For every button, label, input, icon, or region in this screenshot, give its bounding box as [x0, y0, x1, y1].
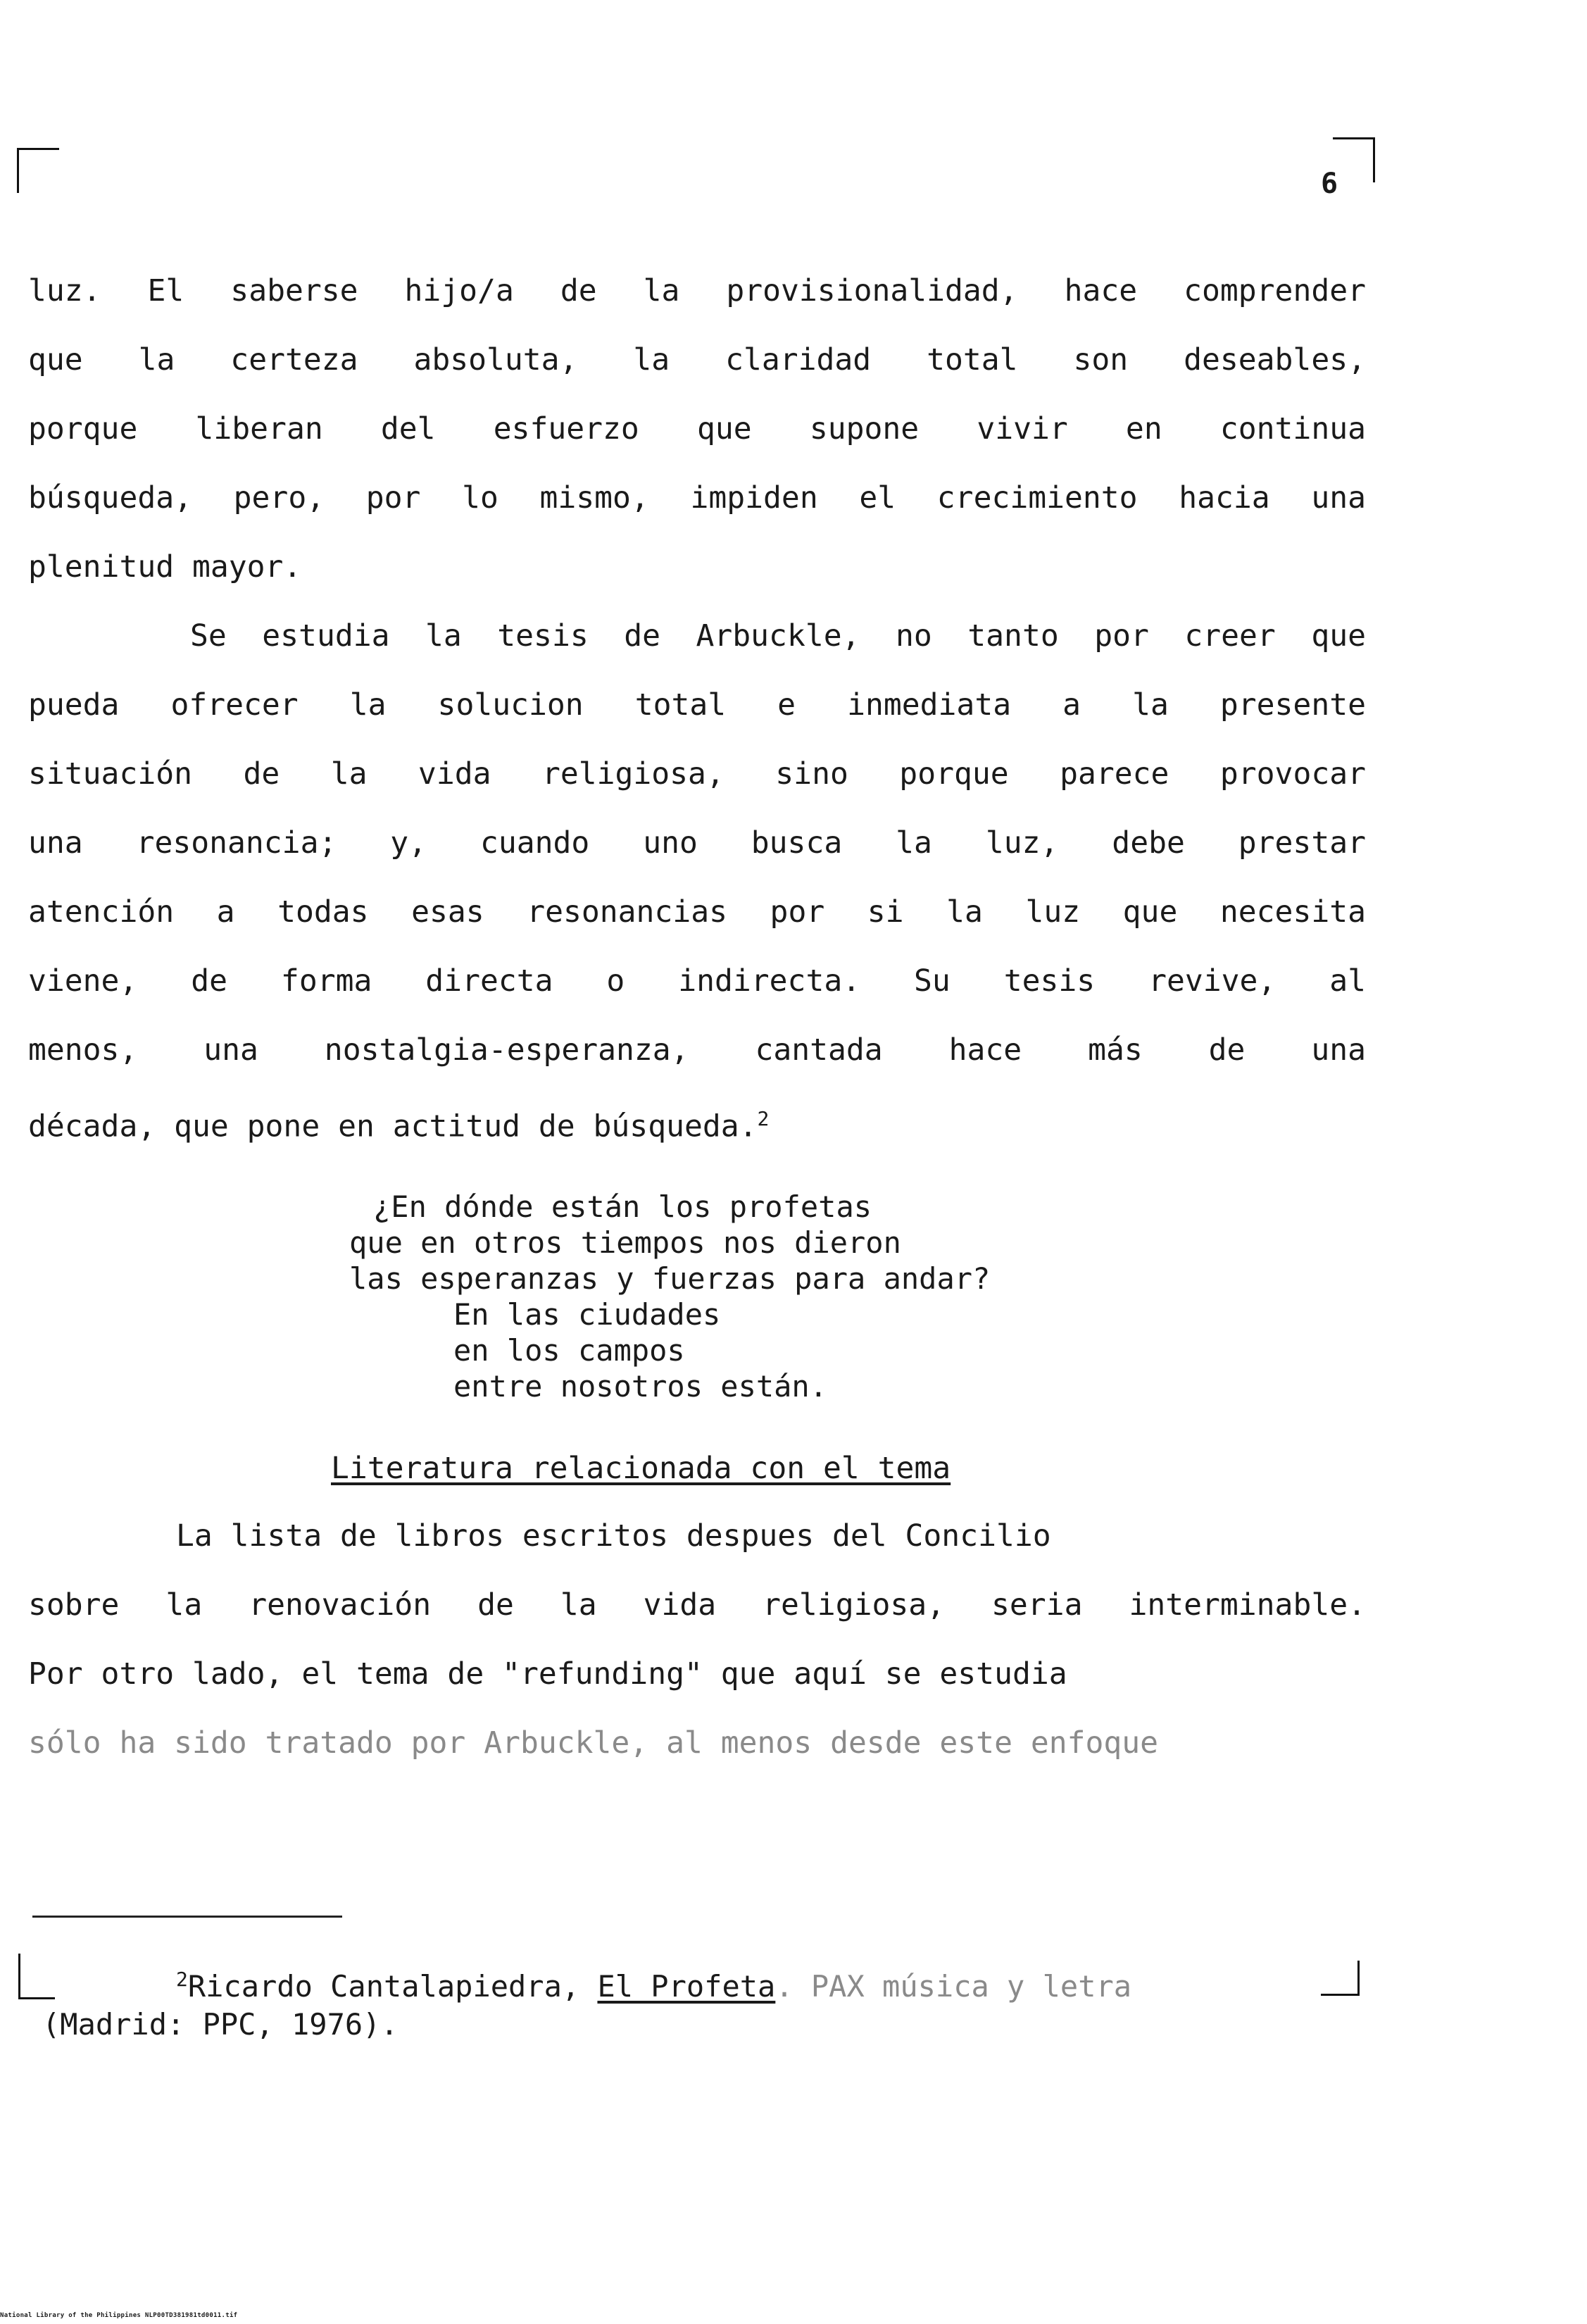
footnote-marker: 2 — [176, 1968, 188, 1991]
text-line: Se estudia la tesis de Arbuckle, no tanto por creer que — [190, 618, 1366, 654]
footnote-author: Ricardo Cantalapiedra, — [187, 1969, 598, 2004]
crop-mark-top-right — [1333, 137, 1375, 139]
crop-mark-bottom-left — [18, 1954, 20, 1999]
text-line: porque liberan del esfuerzo que supone vivir en continua — [28, 411, 1366, 446]
poem-line: en los campos — [453, 1333, 685, 1368]
poem-line: entre nosotros están. — [453, 1369, 828, 1404]
text-line: búsqueda, pero, por lo mismo, impiden el crecimiento hacia una — [28, 480, 1366, 516]
text-line — [28, 1101, 1366, 1144]
text-line-content: década, que pone en actitud de búsqueda. — [28, 1108, 758, 1144]
poem-line: que en otros tiempos nos dieron — [349, 1225, 901, 1260]
crop-mark-top-left — [17, 148, 19, 193]
text-line: sólo ha sido tratado por Arbuckle, al menos desde este enfoque — [28, 1725, 1159, 1761]
text-line: viene, de forma directa o indirecta. Su tesis revive, al — [28, 963, 1366, 999]
footnote-line-1 — [42, 1961, 1131, 2006]
text-line: menos, una nostalgia-esperanza, cantada hace más de una — [28, 1032, 1366, 1068]
text-line: que la certeza absoluta, la claridad total son deseables, — [28, 342, 1366, 377]
footnote-divider — [32, 1916, 342, 1918]
section-heading: Literatura relacionada con el tema — [331, 1451, 951, 1486]
poem-quote — [349, 1189, 990, 1404]
footnote-reference: 2 — [757, 1107, 770, 1130]
poem-line: En las ciudades — [453, 1297, 721, 1332]
crop-mark-bottom-right — [1321, 1994, 1360, 1996]
text-line: situación de la vida religiosa, sino porque parece provocar — [28, 756, 1366, 792]
text-line: plenitud mayor. — [28, 549, 302, 585]
footnote-title: El Profeta — [597, 1969, 776, 2004]
text-line: luz. El saberse hijo/a de la provisionalidad, hace comprender — [28, 273, 1366, 308]
footnote-line-2: (Madrid: PPC, 1976). — [42, 2007, 399, 2042]
footnote — [42, 1961, 1131, 2044]
poem-line: ¿En dónde están los profetas — [373, 1189, 872, 1224]
text-line: Por otro lado, el tema de "refunding" que aquí se estudia — [28, 1656, 1067, 1692]
text-line: atención a todas esas resonancias por si la luz que necesita — [28, 894, 1366, 930]
crop-mark-top-left — [17, 148, 59, 150]
crop-mark-bottom-right — [1357, 1961, 1360, 1996]
page-number: 6 — [1321, 168, 1338, 200]
scan-label: National Library of the Philippines NLP00TD381981td0011.tif — [0, 2312, 238, 2319]
text-line: una resonancia; y, cuando uno busca la luz, debe prestar — [28, 825, 1366, 861]
text-line: La lista de libros escritos despues del Concilio — [176, 1518, 1051, 1554]
text-line: sobre la renovación de la vida religiosa, seria interminable. — [28, 1587, 1366, 1623]
footnote-rest: . PAX música y letra — [775, 1969, 1132, 2004]
poem-line: las esperanzas y fuerzas para andar? — [349, 1261, 991, 1296]
crop-mark-top-right — [1373, 137, 1375, 182]
text-line: pueda ofrecer la solucion total e inmediata a la presente — [28, 687, 1366, 723]
